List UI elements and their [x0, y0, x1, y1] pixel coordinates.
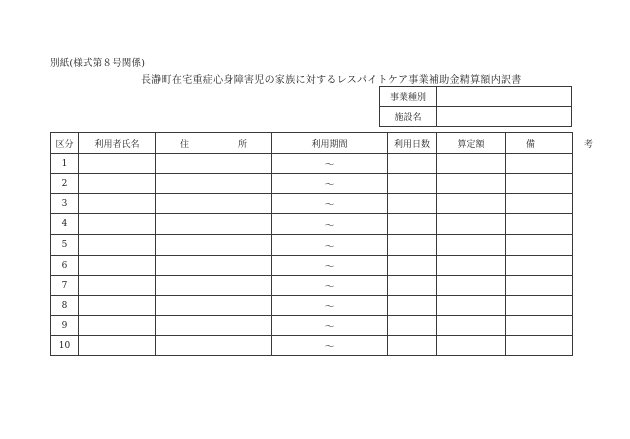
header-user-name: 利用者氏名	[79, 133, 156, 154]
form-reference: 別紙(様式第８号関係)	[50, 58, 146, 69]
user-name-cell[interactable]	[79, 256, 156, 276]
row-number: 6	[51, 256, 79, 276]
address-cell[interactable]	[156, 174, 272, 194]
user-name-cell[interactable]	[79, 214, 156, 235]
usage-days-cell[interactable]	[388, 256, 437, 276]
address-cell[interactable]	[156, 336, 272, 356]
usage-period-cell[interactable]: ～	[272, 235, 388, 256]
table-row	[51, 256, 573, 276]
row-number: 1	[51, 154, 79, 174]
user-name-cell[interactable]	[79, 336, 156, 356]
header-usage-period: 利用期間	[272, 133, 388, 154]
address-cell[interactable]	[156, 154, 272, 174]
usage-period-cell[interactable]: ～	[272, 316, 388, 336]
calculated-amount-cell[interactable]	[437, 296, 506, 316]
header-address: 住 所	[156, 133, 272, 154]
remarks-cell[interactable]	[506, 296, 573, 316]
facility-name-label: 施設名	[380, 107, 437, 127]
usage-days-cell[interactable]	[388, 154, 437, 174]
facility-info-table	[379, 86, 572, 127]
user-name-cell[interactable]	[79, 276, 156, 296]
header-usage-days: 利用日数	[388, 133, 437, 154]
header-row	[51, 133, 573, 154]
usage-period-cell[interactable]: ～	[272, 336, 388, 356]
calculated-amount-cell[interactable]	[437, 235, 506, 256]
user-name-cell[interactable]	[79, 154, 156, 174]
usage-days-cell[interactable]	[388, 194, 437, 214]
row-number: 8	[51, 296, 79, 316]
table-row	[51, 296, 573, 316]
usage-breakdown-table	[50, 132, 614, 356]
user-name-cell[interactable]	[79, 194, 156, 214]
header-calculated-amount: 算定額	[437, 133, 506, 154]
usage-days-cell[interactable]	[388, 336, 437, 356]
usage-period-cell[interactable]: ～	[272, 276, 388, 296]
usage-days-cell[interactable]	[388, 174, 437, 194]
calculated-amount-cell[interactable]	[437, 214, 506, 235]
business-type-label: 事業種別	[380, 87, 437, 107]
address-cell[interactable]	[156, 214, 272, 235]
usage-period-cell[interactable]: ～	[272, 214, 388, 235]
business-type-row	[380, 87, 572, 107]
usage-period-cell[interactable]: ～	[272, 154, 388, 174]
usage-period-cell[interactable]: ～	[272, 296, 388, 316]
row-number: 5	[51, 235, 79, 256]
calculated-amount-cell[interactable]	[437, 194, 506, 214]
user-name-cell[interactable]	[79, 235, 156, 256]
address-cell[interactable]	[156, 256, 272, 276]
usage-period-cell[interactable]: ～	[272, 174, 388, 194]
calculated-amount-cell[interactable]	[437, 256, 506, 276]
usage-days-cell[interactable]	[388, 276, 437, 296]
address-cell[interactable]	[156, 296, 272, 316]
calculated-amount-cell[interactable]	[437, 336, 506, 356]
table-row	[51, 194, 573, 214]
remarks-cell[interactable]	[506, 256, 573, 276]
table-row	[51, 276, 573, 296]
table-row	[51, 316, 573, 336]
remarks-cell[interactable]	[506, 235, 573, 256]
usage-days-cell[interactable]	[388, 296, 437, 316]
remarks-cell[interactable]	[506, 194, 573, 214]
calculated-amount-cell[interactable]	[437, 316, 506, 336]
row-number: 2	[51, 174, 79, 194]
table-body	[51, 154, 573, 356]
facility-name-row	[380, 107, 572, 127]
document-title: 長瀞町在宅重症心身障害児の家族に対するレスパイトケア事業補助金精算額内訳書	[141, 75, 522, 86]
calculated-amount-cell[interactable]	[437, 174, 506, 194]
facility-name-field[interactable]	[437, 107, 572, 127]
table-row	[51, 336, 573, 356]
remarks-cell[interactable]	[506, 336, 573, 356]
address-cell[interactable]	[156, 316, 272, 336]
row-number: 10	[51, 336, 79, 356]
business-type-field[interactable]	[437, 87, 572, 107]
remarks-cell[interactable]	[506, 316, 573, 336]
row-number: 7	[51, 276, 79, 296]
row-number: 9	[51, 316, 79, 336]
user-name-cell[interactable]	[79, 316, 156, 336]
remarks-cell[interactable]	[506, 276, 573, 296]
calculated-amount-cell[interactable]	[437, 276, 506, 296]
header-category: 区分	[51, 133, 79, 154]
usage-days-cell[interactable]	[388, 316, 437, 336]
address-cell[interactable]	[156, 235, 272, 256]
address-cell[interactable]	[156, 194, 272, 214]
remarks-cell[interactable]	[506, 154, 573, 174]
table-row	[51, 154, 573, 174]
user-name-cell[interactable]	[79, 296, 156, 316]
usage-days-cell[interactable]	[388, 214, 437, 235]
user-name-cell[interactable]	[79, 174, 156, 194]
row-number: 3	[51, 194, 79, 214]
table-row	[51, 214, 573, 235]
usage-days-cell[interactable]	[388, 235, 437, 256]
remarks-cell[interactable]	[506, 174, 573, 194]
calculated-amount-cell[interactable]	[437, 154, 506, 174]
table-row	[51, 174, 573, 194]
header-remarks: 備 考	[506, 133, 573, 154]
usage-period-cell[interactable]: ～	[272, 256, 388, 276]
row-number: 4	[51, 214, 79, 235]
usage-period-cell[interactable]: ～	[272, 194, 388, 214]
address-cell[interactable]	[156, 276, 272, 296]
remarks-cell[interactable]	[506, 214, 573, 235]
table-row	[51, 235, 573, 256]
